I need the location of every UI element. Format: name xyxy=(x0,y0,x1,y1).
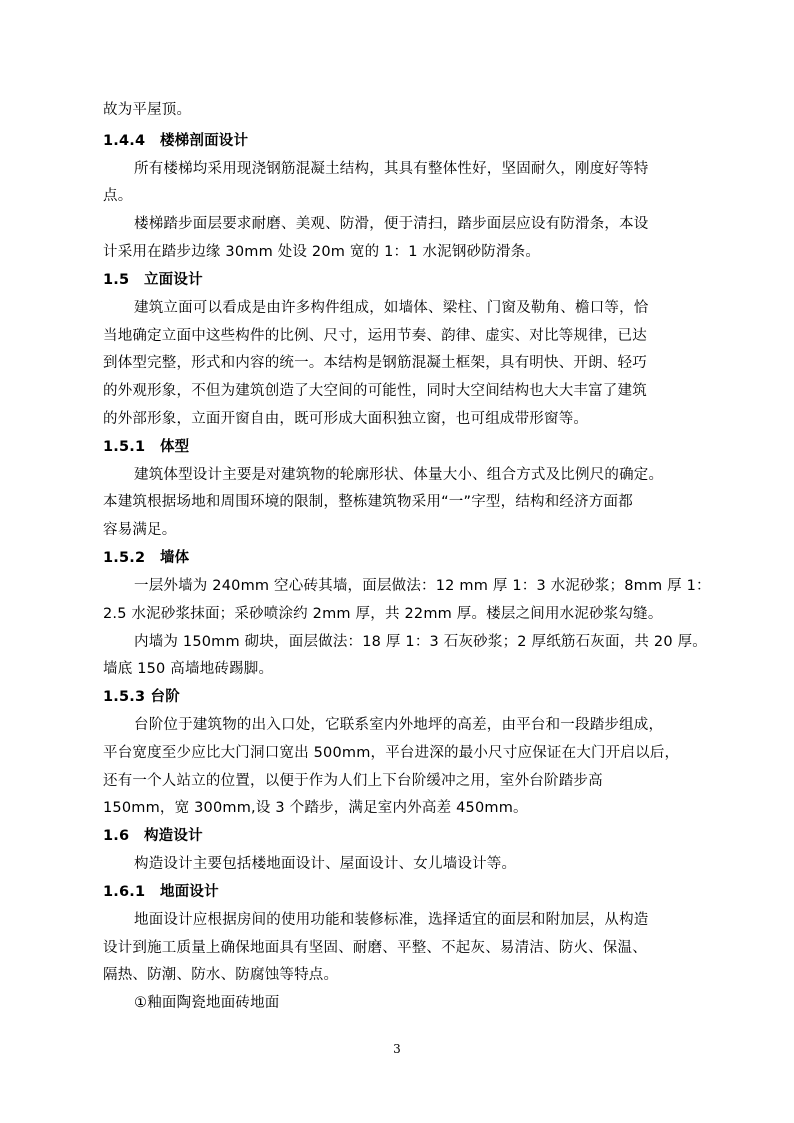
paragraph-first-line: 地面设计应根据房间的使用功能和装修标准，选择适宜的面层和附加层，从构造 xyxy=(134,912,649,928)
paragraph-first-line: 建筑体型设计主要是对建筑物的轮廓形状、体量大小、组合方式及比例尺的确定。 xyxy=(134,467,664,483)
paragraph-first-line: 楼梯踏步面层要求耐磨、美观、防滑，便于清扫，踏步面层应设有防滑条，本设 xyxy=(134,216,649,232)
paragraph-first-line: 内墙为 150mm 砌块，面层做法：18 厚 1：3 石灰砂浆；2 厚纸筋石灰面，共 20 厚。 xyxy=(134,634,707,650)
paragraph-first-line: 构造设计主要包括楼地面设计、屋面设计、女儿墙设计等。 xyxy=(134,856,517,872)
body-text-line: 150mm，宽 300mm,设 3 个踏步，满足室内外高差 450mm。 xyxy=(103,800,528,816)
paragraph-first-line: 所有楼梯均采用现浇钢筋混凝土结构，其具有整体性好，坚固耐久，刚度好等特 xyxy=(134,161,649,177)
section-heading: 1.5.3 台阶 xyxy=(103,689,180,705)
body-text-line: 的外观形象，不但为建筑创造了大空间的可能性，同时大空间结构也大大丰富了建筑 xyxy=(103,383,647,399)
paragraph-first-line: 台阶位于建筑物的出入口处，它联系室内外地坪的高差，由平台和一段踏步组成， xyxy=(134,717,664,733)
body-text-line: 当地确定立面中这些构件的比例、尺寸，运用节奏、韵律、虚实、对比等规律，已达 xyxy=(103,328,647,344)
section-heading: 1.6.1 地面设计 xyxy=(103,884,219,900)
body-text-line: 平台宽度至少应比大门洞口宽出 500mm，平台进深的最小尺寸应保证在大门开启以后， xyxy=(103,745,680,761)
paragraph-first-line: 建筑立面可以看成是由许多构件组成，如墙体、梁柱、门窗及勒角、檐口等，恰 xyxy=(134,300,649,316)
body-text-line: 还有一个人站立的位置，以便于作为人们上下台阶缓冲之用，室外台阶踏步高 xyxy=(103,773,603,789)
section-heading: 1.5.1 体型 xyxy=(103,439,190,455)
body-text-line: 的外部形象，立面开窗自由，既可形成大面积独立窗，也可组成带形窗等。 xyxy=(103,411,589,427)
body-text-line: 2.5 水泥砂浆抹面；采砂喷涂约 2mm 厚，共 22mm 厚。楼层之间用水泥砂浆勾缝。 xyxy=(103,606,663,622)
list-item: ①釉面陶瓷地面砖地面 xyxy=(134,995,280,1011)
body-text-line: 容易满足。 xyxy=(103,522,177,538)
body-text-line: 到体型完整，形式和内容的统一。本结构是钢筋混凝土框架，具有明快、开朗、轻巧 xyxy=(103,355,647,371)
page-number: 3 xyxy=(393,1042,401,1056)
body-text-line: 故为平屋顶。 xyxy=(103,102,192,118)
body-text-line: 计采用在踏步边缘 30mm 处设 20m 宽的 1：1 水泥钢砂防滑条。 xyxy=(103,244,541,260)
body-text-line: 本建筑根据场地和周围环境的限制，整栋建筑物采用“一”字型，结构和经济方面都 xyxy=(103,494,633,510)
body-text-line: 设计到施工质量上确保地面具有坚固、耐磨、平整、不起灰、易清洁、防火、保温、 xyxy=(103,940,647,956)
body-text-line: 墙底 150 高墙地砖踢脚。 xyxy=(103,661,274,677)
body-text-line: 点。 xyxy=(103,188,133,204)
section-heading: 1.6 构造设计 xyxy=(103,828,203,844)
section-heading: 1.5 立面设计 xyxy=(103,272,203,288)
section-heading: 1.4.4 楼梯剖面设计 xyxy=(103,133,249,149)
body-text-line: 隔热、防潮、防水、防腐蚀等特点。 xyxy=(103,967,339,983)
section-heading: 1.5.2 墙体 xyxy=(103,550,190,566)
paragraph-first-line: 一层外墙为 240mm 空心砖其墙，面层做法：12 mm 厚 1：3 水泥砂浆；8mm 厚 1： xyxy=(134,578,711,594)
